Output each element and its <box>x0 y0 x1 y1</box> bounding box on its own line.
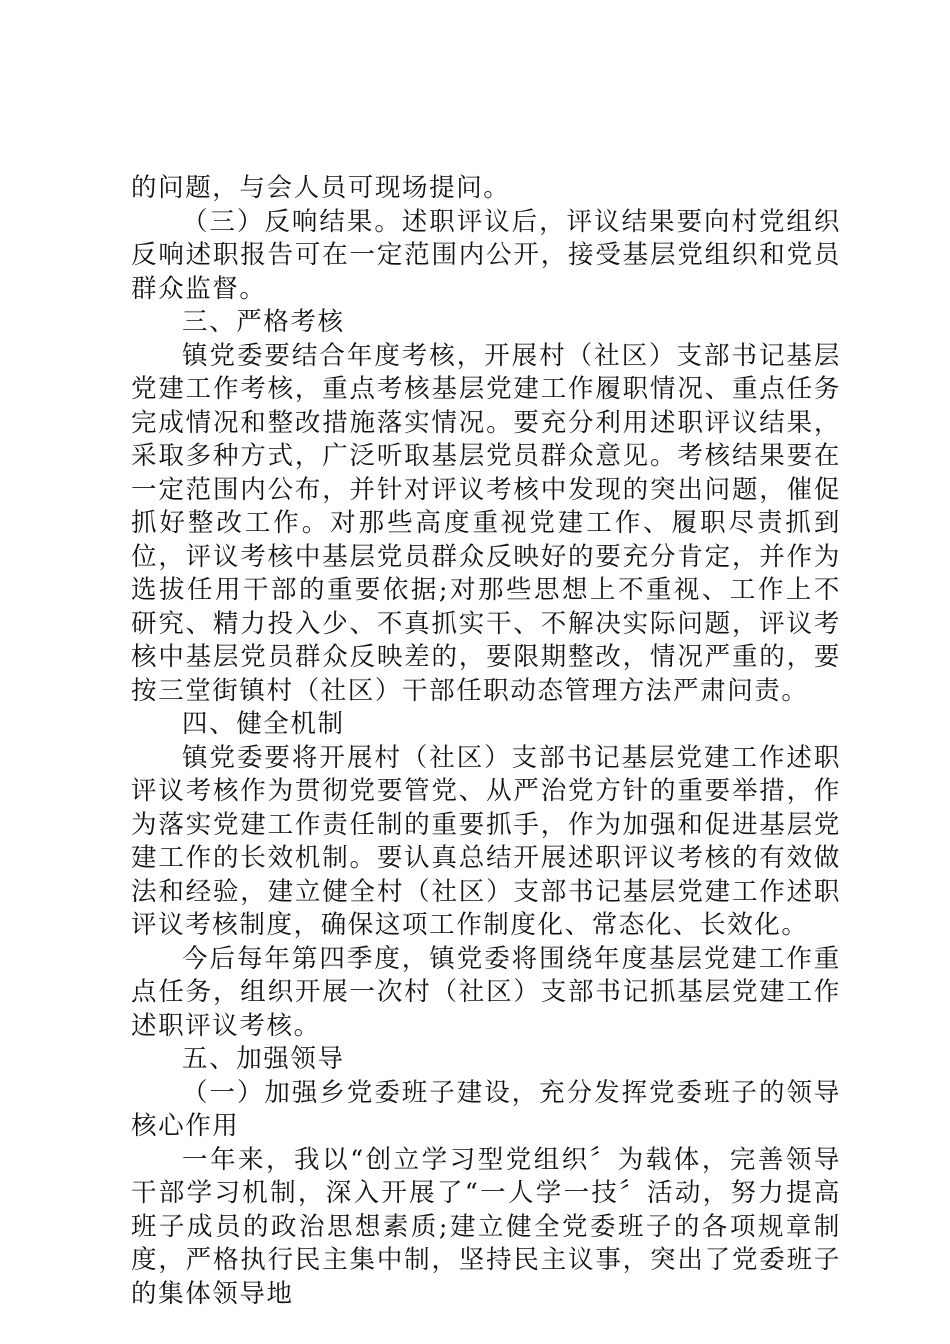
document-body <box>131 172 841 1311</box>
section-heading-strict-assessment: 三、严格考核 <box>182 307 345 337</box>
paragraph-assessment: 镇党委要结合年度考核，开展村（社区）支部书记基层党建工作考核，重点考核基层党建工作履职情况、重点任务完成情况和整改措施落实情况。要充分利用述职评议结果，采取多种方式，广泛听取基层党员群众意见。考核结果要在一定范围内公布，并针对评议考核中发现的突出问题，催促抓好整改工作。对那些高度重视党建工作、履职尽责抓到位，评议考核中基层党员群众反映好的要充分肯定，并作为选拔任用干部的重要依据;对那些思想上不重视、工作上不研究、精力投入少、不真抓实干、不解决实际问题，评议考核中基层党员群众反映差的，要限期整改，情况严重的，要按三堂街镇村（社区）干部任职动态管理方法严肃问责。 <box>131 340 841 706</box>
paragraph-subheading-committee: （一）加强乡党委班子建设，充分发挥党委班子的领导核心作用 <box>131 1077 841 1141</box>
section-heading-strengthen-leadership: 五、加强领导 <box>182 1044 345 1074</box>
paragraph-year-review: 一年来，我以“创立学习型党组织〞为载体，完善领导干部学习机制，深入开展了“一人学一技〞活动，努力提高班子成员的政治思想素质;建立健全党委班子的各项规章制度，严格执行民主集中制，坚持民主议事，突出了党委班子的集体领导地 <box>131 1144 841 1309</box>
paragraph-feedback-results: （三）反响结果。述职评议后，评议结果要向村党组织反响述职报告可在一定范围内公开，接受基层党组织和党员群众监督。 <box>131 206 841 304</box>
paragraph-mechanism: 镇党委要将开展村（社区）支部书记基层党建工作述职评议考核作为贯彻党要管党、从严治党方针的重要举措，作为落实党建工作责任制的重要抓手，作为加强和促进基层党建工作的长效机制。要认真总结开展述职评议考核的有效做法和经验，建立健全村（社区）支部书记基层党建工作述职评议考核制度，确保这项工作制度化、常态化、长效化。 <box>131 742 841 940</box>
section-heading-improve-mechanism: 四、健全机制 <box>182 709 345 739</box>
paragraph-continuation: 的问题，与会人员可现场提问。 <box>131 173 511 203</box>
paragraph-annual-review: 今后每年第四季度，镇党委将围绕年度基层党建工作重点任务，组织开展一次村（社区）支部书记抓基层党建工作述职评议考核。 <box>131 943 841 1041</box>
